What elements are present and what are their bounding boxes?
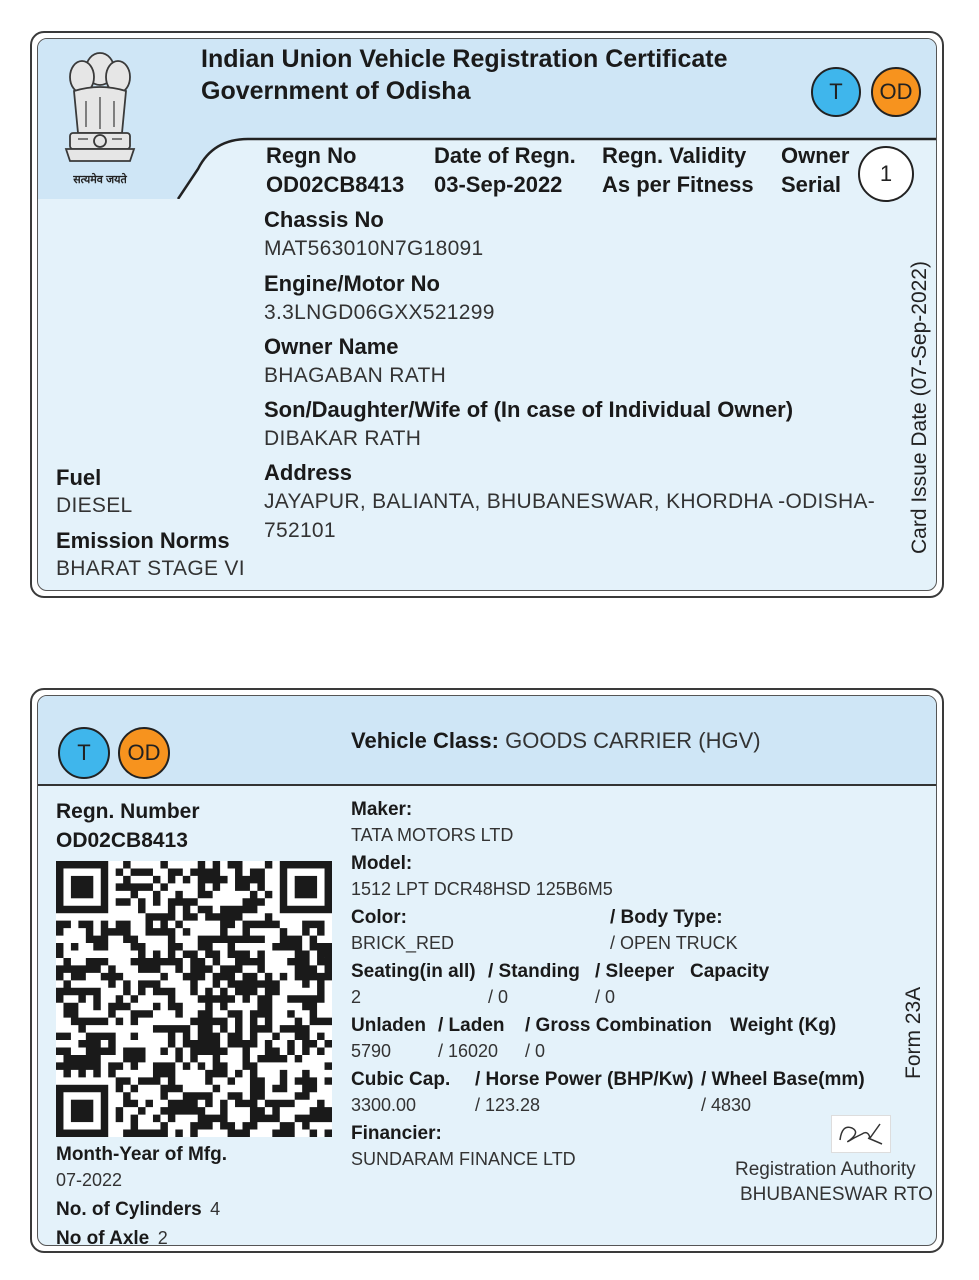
maker-label: Maker:: [351, 799, 413, 820]
body-type-label: / Body Type:: [610, 907, 723, 928]
vehicle-class: [351, 728, 761, 754]
standing-value: / 0: [488, 987, 509, 1007]
gross-value: / 0: [525, 1041, 546, 1061]
signature-icon: [831, 1115, 891, 1153]
mfg-label: Month-Year of Mfg.: [56, 1144, 227, 1165]
sleeper-value: / 0: [595, 987, 616, 1007]
relation-value: DIBAKAR RATH: [264, 427, 422, 450]
mfg-value: 07-2022: [56, 1170, 123, 1190]
weight-label: Weight (Kg): [730, 1015, 837, 1036]
card-issue-date: Card Issue Date (07-Sep-2022): [908, 261, 931, 554]
maker-value: TATA MOTORS LTD: [351, 825, 514, 845]
date-of-regn-value: 03-Sep-2022: [434, 172, 563, 197]
serial-label: Serial: [781, 172, 841, 197]
engine-label: Engine/Motor No: [264, 271, 440, 296]
back-badge-t: T: [58, 727, 110, 779]
cubic-value: 3300.00: [351, 1095, 417, 1115]
owner-name-value: BHAGABAN RATH: [264, 364, 447, 387]
front-title-line2: Government of Odisha: [201, 77, 471, 105]
color-label: Color:: [351, 907, 407, 928]
chassis-value: MAT563010N7G18091: [264, 237, 484, 260]
financier-label: Financier:: [351, 1123, 442, 1144]
address-label: Address: [264, 460, 353, 485]
cylinders-label: No. of Cylinders: [56, 1199, 202, 1220]
cylinders-row: [56, 1199, 220, 1221]
address-line1: JAYAPUR, BALIANTA, BHUBANESWAR, KHORDHA -ODISHA-: [264, 490, 876, 513]
authority-label: Registration Authority: [735, 1159, 916, 1180]
date-of-regn-label: Date of Regn.: [434, 143, 576, 168]
seating-label: Seating(in all): [351, 961, 476, 982]
body-type-value: / OPEN TRUCK: [610, 933, 738, 953]
axle-label: No of Axle: [56, 1228, 150, 1246]
vehicle-class-label: Vehicle Class:: [351, 728, 499, 753]
owner-name-label: Owner Name: [264, 334, 399, 359]
color-value: BRICK_RED: [351, 933, 455, 953]
emblem-caption: सत्यमेव जयते: [73, 174, 127, 186]
owner-serial-badge: 1: [858, 146, 914, 202]
model-label: Model:: [351, 853, 413, 874]
financier-value: SUNDARAM FINANCE LTD: [351, 1149, 576, 1169]
chassis-label: Chassis No: [264, 207, 384, 232]
axle-value: 2: [157, 1228, 168, 1246]
vehicle-class-value: GOODS CARRIER (HGV): [505, 728, 761, 753]
unladen-label: Unladen: [351, 1015, 426, 1036]
emission-value: BHARAT STAGE VI: [56, 557, 245, 580]
authority-value: BHUBANESWAR RTO: [740, 1184, 933, 1205]
form-label: Form 23A: [902, 986, 925, 1079]
rc-front-inner: [37, 38, 937, 591]
engine-value: 3.3LNGD06GXX521299: [264, 301, 495, 324]
capacity-label: Capacity: [690, 961, 770, 982]
emission-label: Emission Norms: [56, 528, 230, 553]
regn-validity-value: As per Fitness: [602, 172, 754, 197]
regn-number-label: Regn. Number: [56, 800, 200, 823]
wheel-base-label: / Wheel Base(mm): [701, 1069, 865, 1090]
rc-front-card: [30, 31, 944, 598]
axle-row: [56, 1228, 168, 1246]
gross-label: / Gross Combination: [525, 1015, 712, 1036]
sleeper-label: / Sleeper: [595, 961, 675, 982]
emblem-icon: [52, 47, 148, 187]
cubic-label: Cubic Cap.: [351, 1069, 451, 1090]
standing-label: / Standing: [488, 961, 580, 982]
fuel-value: DIESEL: [56, 494, 133, 517]
laden-value: / 16020: [438, 1041, 499, 1061]
qr-code-icon: [56, 861, 332, 1137]
horse-power-value: / 123.28: [475, 1095, 541, 1115]
rc-back-card: [30, 688, 944, 1253]
horse-power-label: / Horse Power (BHP/Kw): [475, 1069, 694, 1090]
badge-t: T: [811, 67, 861, 117]
badge-od: OD: [871, 67, 921, 117]
regn-validity-label: Regn. Validity: [602, 143, 747, 168]
owner-label: Owner: [781, 143, 850, 168]
front-title-line1: Indian Union Vehicle Registration Certificate: [201, 45, 728, 73]
unladen-value: 5790: [351, 1041, 392, 1061]
model-value: 1512 LPT DCR48HSD 125B6M5: [351, 879, 613, 899]
relation-label: Son/Daughter/Wife of (In case of Individual Owner): [264, 397, 794, 422]
seating-value: 2: [351, 987, 362, 1007]
regn-no-label: Regn No: [266, 143, 357, 168]
fuel-label: Fuel: [56, 465, 102, 490]
address-line2: 752101: [264, 519, 336, 542]
rc-back-inner: [37, 695, 937, 1246]
regn-no-value: OD02CB8413: [266, 172, 405, 197]
cylinders-value: 4: [210, 1199, 221, 1219]
regn-number-value: OD02CB8413: [56, 829, 188, 852]
wheel-base-value: / 4830: [701, 1095, 752, 1115]
laden-label: / Laden: [438, 1015, 505, 1036]
back-badge-od: OD: [118, 727, 170, 779]
